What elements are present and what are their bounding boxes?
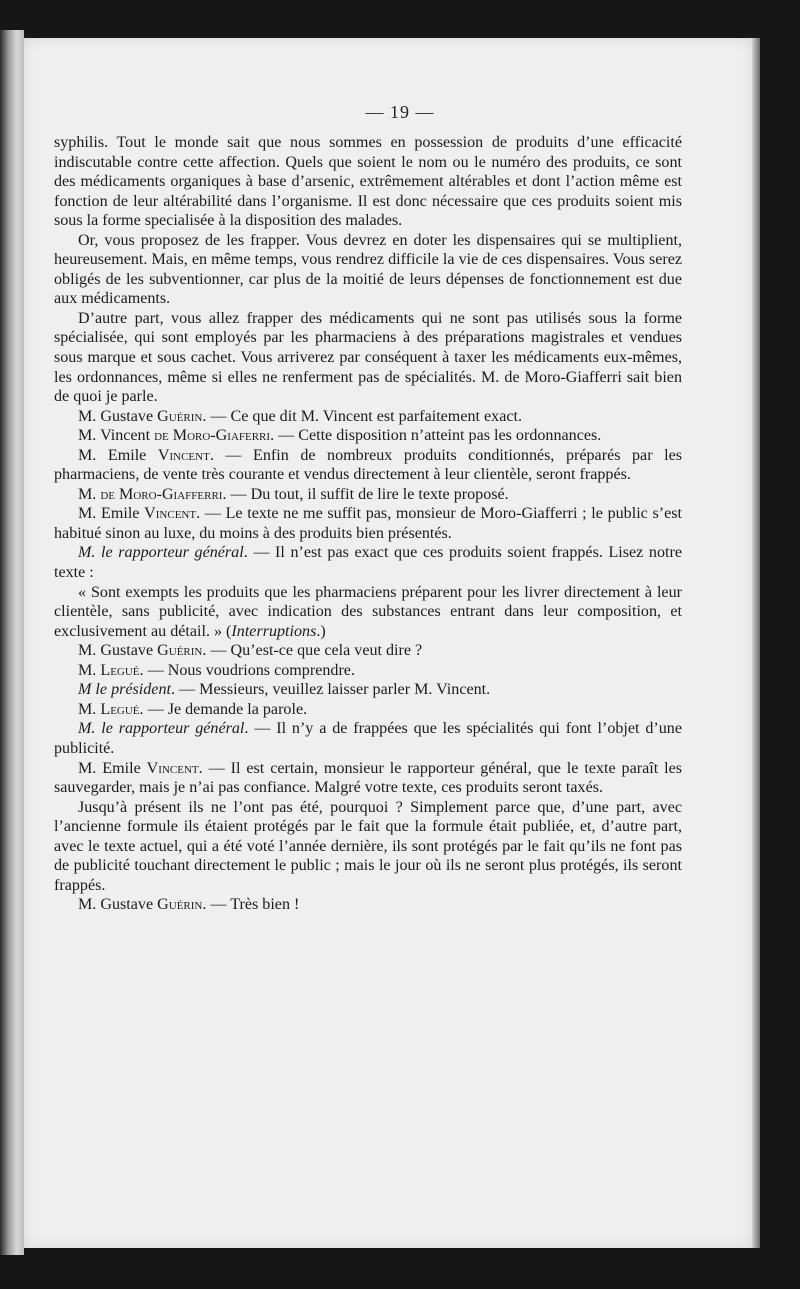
text-run: M. le rapporteur général — [78, 720, 245, 738]
text-run: Jusqu’à présent ils ne l’ont pas été, pourquoi ? Simplement parce que, d’une part, avec l’ancienne formule ils étaient protégés par le fait que la formule était publiée, et, d’autre part, avec le texte actuel, qui a été voté l’année dernière, ils sont protégés par le fait qu’ils ne font pas de publicité touchant directement le public ; mais le jour où ils ne seront plus protégés, ils seront frappés. — [54, 798, 682, 894]
text-run: de Moro-Giafferri — [100, 485, 223, 503]
text-run: « Sont exempts les produits que les pharmaciens préparent pour les livrer directement à leur clientèle, sans publicité, avec indication des substances entrant dans leur composition, et exclusivement au détail. » ( — [54, 583, 682, 640]
text-run: M. Gustave — [78, 407, 158, 425]
paragraph-p2 — [54, 231, 682, 309]
book-left-edge — [0, 30, 24, 1255]
text-run: Guérin — [157, 407, 203, 425]
text-run: . — Cette disposition n’atteint pas les ordonnances. — [270, 427, 602, 445]
paragraph-p1 — [54, 133, 682, 231]
text-run: . — Nous voudrions comprendre. — [139, 661, 355, 679]
text-run: M. Gustave — [78, 896, 158, 914]
paragraph-p3 — [54, 309, 682, 407]
text-run: Vincent — [144, 505, 197, 523]
text-run: Legué — [100, 661, 140, 679]
text-run: M. — [78, 485, 101, 503]
text-run: Guérin — [157, 896, 203, 914]
text-run: de Moro-Giaferri — [154, 427, 271, 445]
text-run: . — Messieurs, veuillez laisser parler M. Vincent. — [170, 681, 491, 699]
text-run: Vincent — [146, 759, 199, 777]
paragraph-p18 — [54, 895, 682, 915]
text-run: . — Enfin de nombreux produits conditionnés, préparés par les pharmaciens, de vente très courante et vendus directement à leur clientèle, seront frappés. — [54, 446, 682, 484]
paragraph-p11 — [54, 641, 682, 661]
text-run: . — Du tout, il suffit de lire le texte proposé. — [222, 485, 509, 503]
text-run: . — Qu’est-ce que cela veut dire ? — [202, 642, 423, 660]
text-run: Or, vous proposez de les frapper. Vous devrez en doter les dispensaires qui se multiplient, heureusement. Mais, en même temps, vous rendrez difficile la vie de ces dispensaires. Vous serez obligés de les subventionner, car plus de la moitié de leurs dépenses de fonctionnement est due aux médicaments. — [54, 231, 682, 308]
text-run: M. Gustave — [78, 642, 158, 660]
text-run: Legué — [100, 700, 140, 718]
paragraph-p12 — [54, 661, 682, 681]
text-run: . — Le texte ne me suffit pas, monsieur de Moro-Giafferri ; le public s’est habitué sinon au luxe, du moins à des produits bien présentés. — [54, 505, 682, 542]
text-run: M. Vincent — [78, 427, 155, 445]
page-number: — 19 — — [365, 102, 435, 122]
text-run: . — Très bien ! — [202, 896, 300, 914]
paragraph-p14 — [54, 700, 682, 720]
paragraph-p15 — [54, 719, 682, 758]
text-run: M. — [78, 661, 101, 679]
paragraph-p16 — [54, 759, 682, 798]
paragraph-p17 — [54, 798, 682, 896]
text-run: . — Ce que dit M. Vincent est parfaitement exact. — [202, 407, 522, 425]
page-right-edge — [752, 38, 760, 1248]
paragraph-p9 — [54, 543, 682, 582]
paragraph-p5 — [54, 426, 682, 446]
text-run: . — Il n’est pas exact que ces produits soient frappés. Lisez notre texte : — [54, 544, 683, 582]
paragraph-p13 — [54, 680, 682, 700]
text-run: M. Emile — [78, 505, 145, 523]
page-body-text — [54, 133, 682, 915]
text-run: syphilis. Tout le monde sait que nous sommes en possession de produits d’une efficacité indiscutable contre cette affection. Quels que soient le nom ou le numéro des produits, ce sont des médicaments organiques à base d’arsenic, extrêmement altérables et dont l’action même est fonction de leur altérabilité dans l’organisme. Il est donc nécessaire que ces produits soient mis sous la forme specialisée à la disposition des malades. — [54, 134, 682, 230]
text-run: . — Je demande la parole. — [139, 700, 308, 718]
text-run: Guérin — [157, 642, 203, 660]
paragraph-p4 — [54, 407, 682, 427]
text-run: . — Il n’y a de frappées que les spécialités qui font l’objet d’une publicité. — [54, 720, 682, 757]
text-run: . — Il est certain, monsieur le rapporteur général, que le texte paraît les sauvegarder, mais je n’ai pas confiance. Malgré votre texte, ces produits seront taxés. — [54, 759, 682, 797]
text-run: M. le rapporteur général — [78, 544, 244, 562]
text-run: D’autre part, vous allez frapper des médicaments qui ne sont pas utilisés sous la forme spécialisée, qui sont employés par les pharmaciens à des préparations magistrales et vendues sous marque et sous cachet. Vous arriverez par conséquent à taxer les médicaments eux-mêmes, les ordonnances, même si elles ne renferment pas de spécialités. M. de Moro-Giafferri sait bien de quoi je parle. — [54, 309, 682, 406]
text-run: Interruptions — [231, 622, 317, 640]
paragraph-p8 — [54, 504, 682, 543]
text-run: M. Emile — [78, 446, 158, 464]
text-run: M. — [78, 700, 101, 718]
text-run: .) — [316, 622, 326, 640]
text-run: M le président — [78, 681, 171, 699]
text-run: M. Emile — [78, 759, 147, 777]
paragraph-p10 — [54, 583, 682, 642]
paragraph-p7 — [54, 485, 682, 505]
paragraph-p6 — [54, 446, 682, 485]
text-run: Vincent — [157, 446, 210, 464]
